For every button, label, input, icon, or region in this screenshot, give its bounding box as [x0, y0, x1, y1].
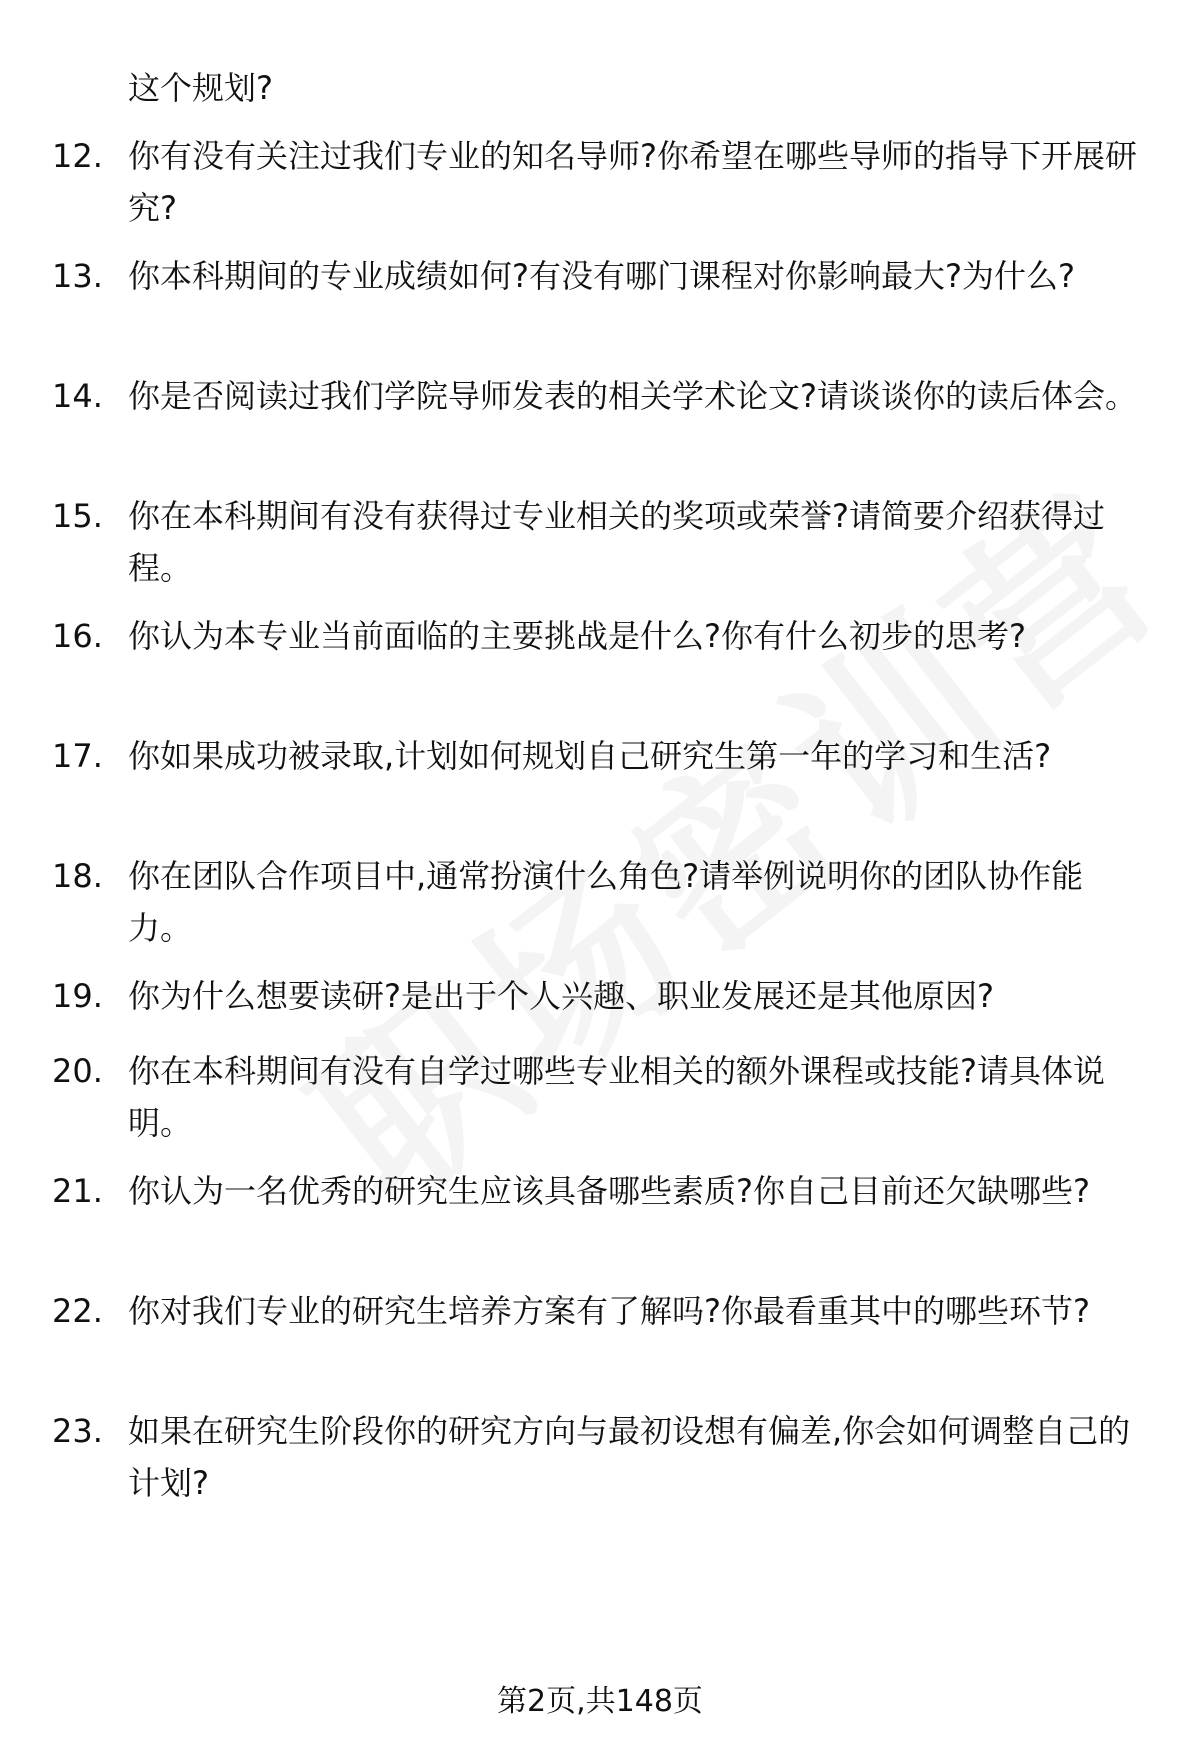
question-number: 13.	[52, 257, 103, 295]
question-number: 19.	[52, 977, 103, 1015]
question-number: 14.	[52, 377, 103, 415]
question-number: 16.	[52, 617, 103, 655]
question-text: 你如果成功被录取,计划如何规划自己研究生第一年的学习和生活?	[128, 737, 1052, 775]
question-number: 15.	[52, 497, 103, 535]
question-number: 12.	[52, 137, 103, 175]
question-text: 你在团队合作项目中,通常扮演什么角色?请举例说明你的团队协作能力。	[128, 857, 1084, 947]
question-text: 你在本科期间有没有获得过专业相关的奖项或荣誉?请简要介绍获得过程。	[128, 497, 1105, 587]
question-number: 20.	[52, 1052, 103, 1090]
question-text: 你在本科期间有没有自学过哪些专业相关的额外课程或技能?请具体说明。	[128, 1052, 1105, 1142]
question-text: 如果在研究生阶段你的研究方向与最初设想有偏差,你会如何调整自己的计划?	[128, 1412, 1131, 1502]
question-number: 23.	[52, 1412, 103, 1450]
question-text: 你本科期间的专业成绩如何?有没有哪门课程对你影响最大?为什么?	[128, 257, 1075, 295]
question-number: 18.	[52, 857, 103, 895]
question-text: 你认为本专业当前面临的主要挑战是什么?你有什么初步的思考?	[128, 617, 1026, 655]
question-text: 你有没有关注过我们专业的知名导师?你希望在哪些导师的指导下开展研究?	[128, 137, 1137, 227]
question-number: 22.	[52, 1292, 103, 1330]
question-number: 17.	[52, 737, 103, 775]
question-text: 你是否阅读过我们学院导师发表的相关学术论文?请谈谈你的读后体会。	[128, 377, 1137, 415]
question-text: 你认为一名优秀的研究生应该具备哪些素质?你自己目前还欠缺哪些?	[128, 1172, 1090, 1210]
question-text: 你为什么想要读研?是出于个人兴趣、职业发展还是其他原因?	[128, 977, 994, 1015]
question-text: 你对我们专业的研究生培养方案有了解吗?你最看重其中的哪些环节?	[128, 1292, 1090, 1330]
question-number: 21.	[52, 1172, 103, 1210]
continuation-text: 这个规划?	[128, 69, 273, 107]
page-footer: 第2页,共148页	[497, 1684, 703, 1719]
